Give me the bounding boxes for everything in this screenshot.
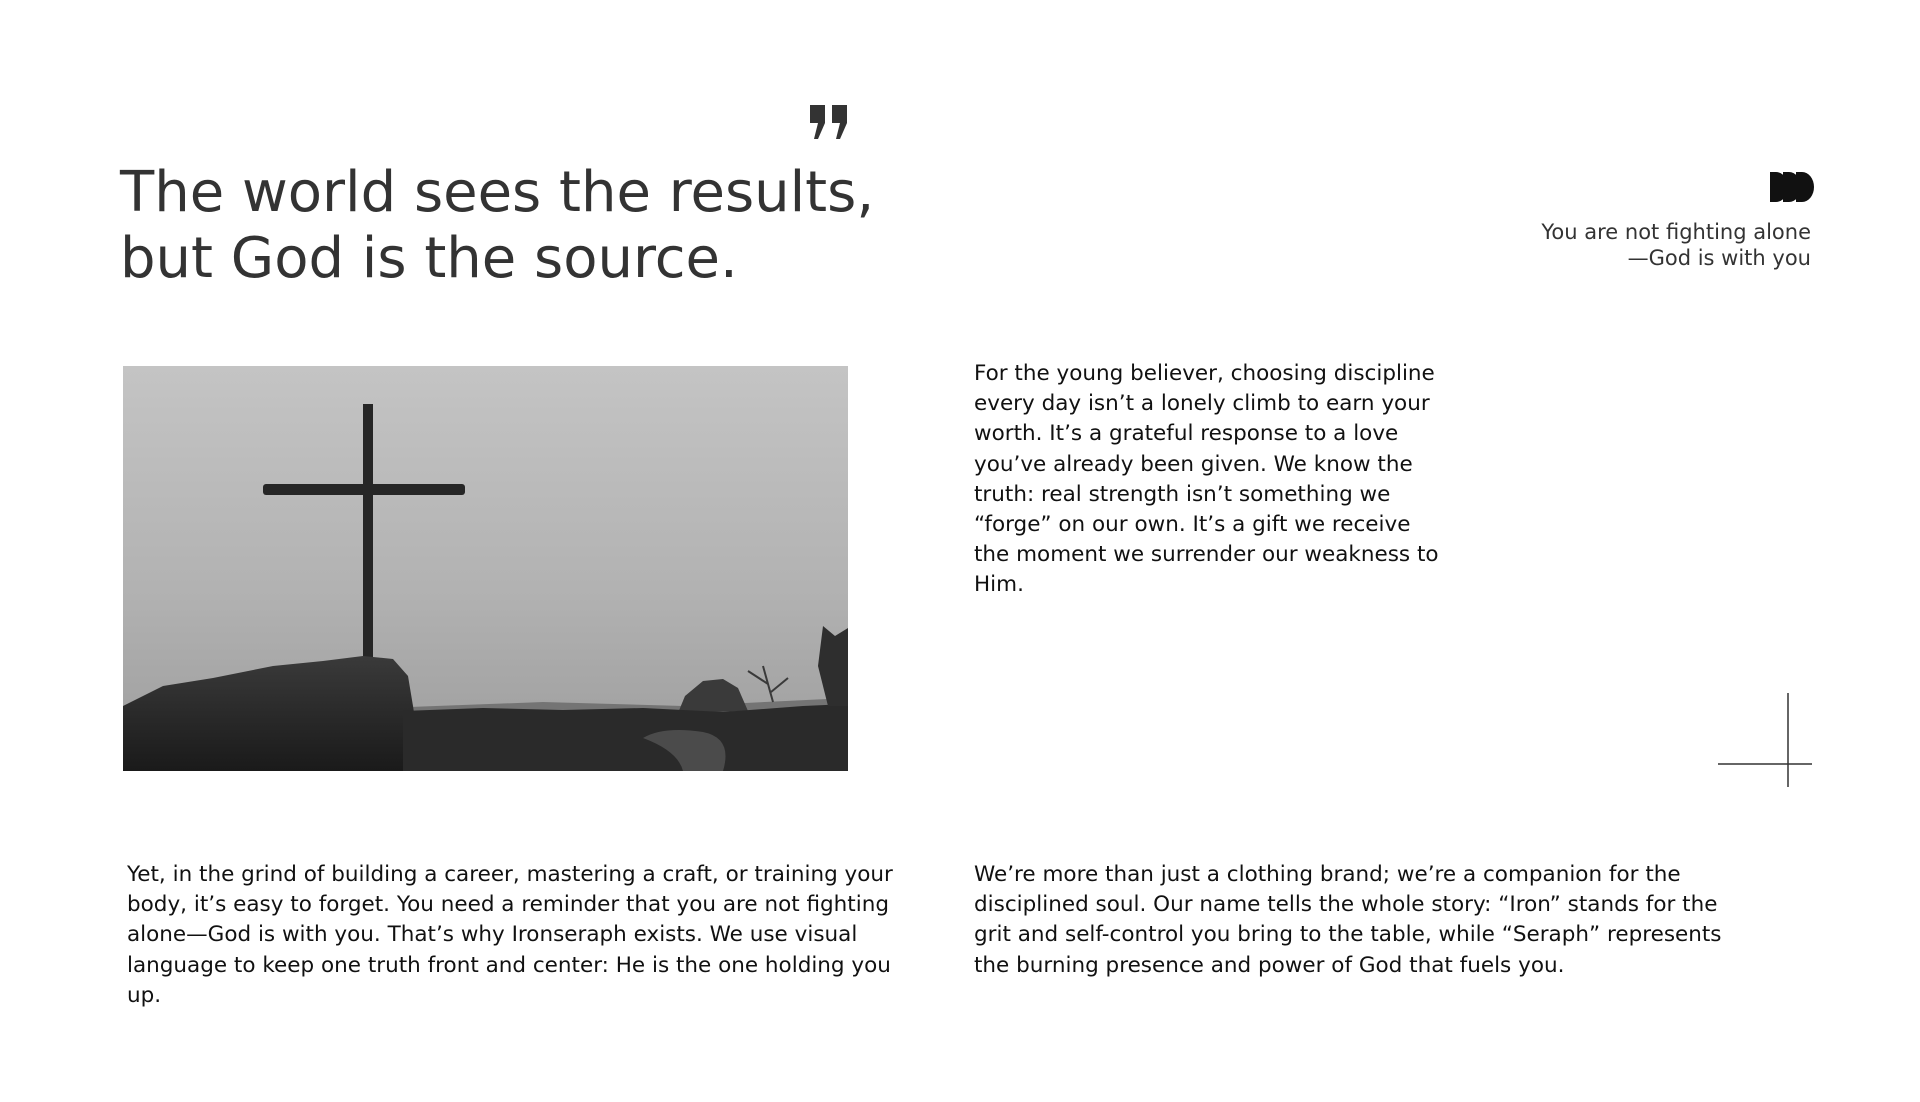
intro-paragraph: For the young believer, choosing discipline every day isn’t a lonely climb to earn your worth. It’s a grateful response to a love you’ve already been given. We know the truth: real strength isn’t something we “forge” on our own. It’s a gift we receive the moment we surrender our weakness to Him. — [974, 361, 1439, 598]
cross-hilltop-photo — [123, 366, 848, 771]
tagline — [1451, 219, 1811, 271]
page-title: The world sees the results, but God is the source. — [120, 160, 875, 291]
double-quote-icon — [810, 105, 850, 139]
crosshair-icon — [1718, 693, 1812, 787]
brand-paragraph: We’re more than just a clothing brand; we’re a companion for the disciplined soul. Our name tells the whole story: “Iron” stands for the grit and self-control you bring to the table, while “Seraph” represents the burning presence and power of God that fuels you. — [974, 862, 1722, 978]
triple-chevron-icon — [1770, 172, 1814, 202]
mission-paragraph: Yet, in the grind of building a career, mastering a craft, or training your body, it’s easy to forget. You need a reminder that you are not fighting alone—God is with you. That’s why Ironseraph exists. We use visual language to keep one truth front and center: He is the one holding you up. — [127, 862, 893, 1008]
tagline-line-2: —God is with you — [1627, 246, 1811, 270]
tagline-line-1: You are not fighting alone — [1541, 220, 1811, 244]
